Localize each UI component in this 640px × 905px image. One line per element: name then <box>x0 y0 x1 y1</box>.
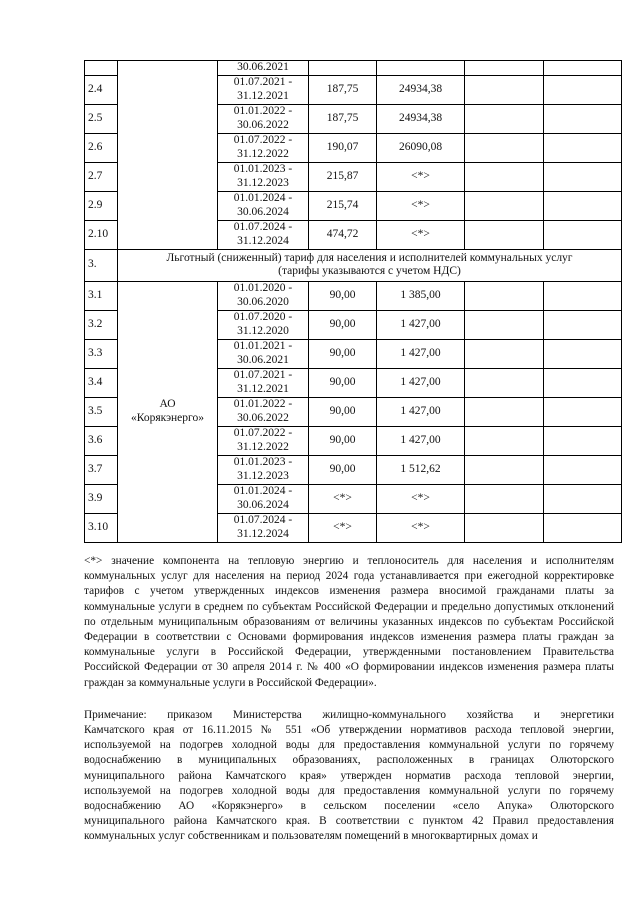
period-start: 01.01.2023 - <box>233 456 293 468</box>
note-line: используемой на подогрев холодной воды для предоставления коммунальной услуги по горячему <box>84 784 614 797</box>
row-number: 3.1 <box>85 281 118 310</box>
empty-cell <box>465 162 544 191</box>
row-number <box>85 61 118 76</box>
section-title-line: (тарифы указываются с учетом НДС) <box>278 265 461 277</box>
tariff-value-1: 90,00 <box>309 455 377 484</box>
period-start: 01.07.2020 - <box>233 311 293 323</box>
section-title <box>118 249 622 281</box>
period-start: 01.07.2024 - <box>233 514 293 526</box>
empty-cell <box>544 133 622 162</box>
note-line: муниципального района Камчатского края. В соответствии с пунктом 42 Правил предоставления <box>84 815 614 828</box>
tariff-value-1: 90,00 <box>309 397 377 426</box>
empty-cell <box>465 426 544 455</box>
tariff-value-1: 90,00 <box>309 310 377 339</box>
period-start: 01.07.2022 - <box>233 427 293 439</box>
tariff-value-2: 1 427,00 <box>377 339 465 368</box>
empty-cell <box>377 61 465 76</box>
period-cell <box>218 162 309 191</box>
period-end: 31.12.2024 <box>237 234 289 247</box>
period-end: 31.12.2022 <box>237 440 289 453</box>
period-start: 01.01.2023 - <box>233 163 293 175</box>
tariff-value-2: 1 427,00 <box>377 426 465 455</box>
organization-cell <box>118 61 218 250</box>
period-end: 30.06.2022 <box>237 118 289 131</box>
period-end: 30.06.2021 <box>237 353 289 366</box>
empty-cell <box>465 513 544 542</box>
period-cell <box>218 220 309 249</box>
row-number: 3.7 <box>85 455 118 484</box>
footnote-line: коммунальных услуг для населения на период 2024 года устанавливается при ежегодной корректировке <box>84 570 614 583</box>
period-cell <box>218 310 309 339</box>
row-number: 2.4 <box>85 75 118 104</box>
tariff-value-1: 187,75 <box>309 104 377 133</box>
note-paragraph <box>84 708 614 845</box>
tariff-value-2: 1 427,00 <box>377 397 465 426</box>
tariff-value-1: 90,00 <box>309 368 377 397</box>
row-number: 3.2 <box>85 310 118 339</box>
tariff-value-1: <*> <box>309 513 377 542</box>
section-row <box>85 249 622 281</box>
empty-cell <box>544 426 622 455</box>
period-start: 01.07.2021 - <box>233 369 293 381</box>
tariff-value-2: <*> <box>377 220 465 249</box>
tariff-value-2: 1 427,00 <box>377 310 465 339</box>
tariff-value-2: 1 427,00 <box>377 368 465 397</box>
row-number: 3.3 <box>85 339 118 368</box>
period-cell <box>218 455 309 484</box>
footnote-line: Российской Федерации от 30 апреля 2014 г. № 400 «О формировании индексов изменения размера платы <box>84 661 614 674</box>
tariff-value-2: 24934,38 <box>377 75 465 104</box>
footnote-line: тарифов с учетом утвержденных индексов изменения размера вносимой гражданами платы за <box>84 585 614 598</box>
period-end: 31.12.2024 <box>237 527 289 540</box>
empty-cell <box>544 61 622 76</box>
empty-cell <box>465 397 544 426</box>
tariff-value-2: <*> <box>377 162 465 191</box>
empty-cell <box>544 455 622 484</box>
tariff-value-1: 90,00 <box>309 281 377 310</box>
empty-cell <box>544 191 622 220</box>
period-start: 01.01.2021 - <box>233 340 293 352</box>
period-cell <box>218 339 309 368</box>
empty-cell <box>544 104 622 133</box>
empty-cell <box>465 339 544 368</box>
empty-cell <box>465 220 544 249</box>
period-cell <box>218 368 309 397</box>
period-end: 30.06.2022 <box>237 411 289 424</box>
period-end: 31.12.2023 <box>237 469 289 482</box>
period-start: 01.07.2022 - <box>233 134 293 146</box>
tariff-value-1: 215,87 <box>309 162 377 191</box>
empty-cell <box>465 484 544 513</box>
footnote-line: Федерации в соответствии с Основами формирования индексов изменения размера платы граждан за <box>84 631 614 644</box>
empty-cell <box>544 162 622 191</box>
note-line: используемой на подогрев холодной воды для предоставления коммунальной услуги по горячему <box>84 739 614 752</box>
period-start: 01.01.2024 - <box>233 192 293 204</box>
period-end: 30.06.2020 <box>237 295 289 308</box>
footnote-line: <*> значение компонента на тепловую энергию и теплоноситель для населения и исполнителям <box>84 555 614 567</box>
empty-cell <box>544 339 622 368</box>
period-start: 01.01.2022 - <box>233 398 293 410</box>
note-line: Примечание: приказом Министерства жилищно-коммунального хозяйства и энергетики <box>84 708 614 721</box>
note-line: водоснабжению АО «Корякэнерго» в сельском поселении «село Апука» Олюторского <box>84 800 614 813</box>
period-cell <box>218 75 309 104</box>
period-start: 01.01.2022 - <box>233 105 293 117</box>
footnote-line: граждан за коммунальные услуги в Российской Федерации». <box>84 676 377 689</box>
empty-cell <box>544 513 622 542</box>
footnote <box>84 554 614 691</box>
row-number: 2.9 <box>85 191 118 220</box>
footnote-line: коммунальные услуги в среднем по субъектам Российской Федерации и предельно допустимых отклонений <box>84 600 614 613</box>
note-line: водоснабжению в муниципальных образованиях, расположенных в границах Олюторского <box>84 754 614 767</box>
empty-cell <box>465 61 544 76</box>
tariff-value-2: 24934,38 <box>377 104 465 133</box>
section-title-line: Льготный (сниженный) тариф для населения и исполнителей коммунальных услуг <box>166 251 573 264</box>
row-number: 2.10 <box>85 220 118 249</box>
period-end: 31.12.2020 <box>237 324 289 337</box>
period-cell <box>218 513 309 542</box>
period-end: 30.06.2024 <box>237 498 289 511</box>
empty-cell <box>465 310 544 339</box>
row-number: 3.9 <box>85 484 118 513</box>
period-end: 31.12.2021 <box>237 382 289 395</box>
empty-cell <box>465 75 544 104</box>
footnote-line: по отдельным муниципальным образованиям от величины указанных индексов по субъектам Российской <box>84 615 614 628</box>
tariff-value-2: 1 385,00 <box>377 281 465 310</box>
tariff-value-2: 26090,08 <box>377 133 465 162</box>
period-start: 01.01.2024 - <box>233 485 293 497</box>
period-start: 01.01.2020 - <box>233 282 293 294</box>
tariff-value-1: 190,07 <box>309 133 377 162</box>
empty-cell <box>465 455 544 484</box>
row-number: 2.7 <box>85 162 118 191</box>
period-end: 30.06.2024 <box>237 205 289 218</box>
period-cell <box>218 397 309 426</box>
tariff-value-1: 90,00 <box>309 426 377 455</box>
empty-cell <box>544 397 622 426</box>
note-line: Камчатского края от 16.11.2015 № 551 «Об утверждении нормативов расхода тепловой энергии, <box>84 724 614 737</box>
tariff-value-2: 1 512,62 <box>377 455 465 484</box>
tariff-value-1: 187,75 <box>309 75 377 104</box>
empty-cell <box>465 368 544 397</box>
period-cell <box>218 281 309 310</box>
empty-cell <box>544 220 622 249</box>
empty-cell <box>465 281 544 310</box>
row-number: 3.5 <box>85 397 118 426</box>
period-cell <box>218 426 309 455</box>
notes-block <box>84 554 614 845</box>
tariff-table <box>84 60 622 543</box>
period-cell <box>218 133 309 162</box>
empty-cell <box>544 75 622 104</box>
organization-name: «Корякэнерго» <box>131 411 204 424</box>
empty-cell <box>465 191 544 220</box>
tariff-value-1: <*> <box>309 484 377 513</box>
period-cell <box>218 104 309 133</box>
empty-cell <box>544 281 622 310</box>
row-number: 3.4 <box>85 368 118 397</box>
period-start: 01.07.2024 - <box>233 221 293 233</box>
footnote-line: коммунальные услуги в Российской Федерации, утвержденными постановлением Правительства <box>84 646 614 659</box>
row-number: 3.10 <box>85 513 118 542</box>
table-row <box>85 61 622 76</box>
organization-cell <box>118 281 218 542</box>
period-start: 01.07.2021 - <box>233 76 293 88</box>
empty-cell <box>309 61 377 76</box>
empty-cell <box>544 484 622 513</box>
note-line: муниципального района Камчатского края» утвержден норматив расхода тепловой энергии, <box>84 769 614 782</box>
period-end: 31.12.2021 <box>237 89 289 102</box>
empty-cell <box>465 133 544 162</box>
organization-name: АО <box>159 398 176 410</box>
empty-cell <box>544 310 622 339</box>
period-end: 31.12.2022 <box>237 147 289 160</box>
period-cell <box>218 191 309 220</box>
note-line: коммунальных услуг собственникам и пользователям помещений в многоквартирных домах и <box>84 830 538 843</box>
tariff-value-2: <*> <box>377 484 465 513</box>
row-number: 3.6 <box>85 426 118 455</box>
period-cell <box>218 484 309 513</box>
table-row <box>85 281 622 310</box>
empty-cell <box>465 104 544 133</box>
period-cell: 30.06.2021 <box>218 61 309 76</box>
row-number: 2.5 <box>85 104 118 133</box>
period-end: 31.12.2023 <box>237 176 289 189</box>
tariff-value-2: <*> <box>377 513 465 542</box>
tariff-value-2: <*> <box>377 191 465 220</box>
empty-cell <box>544 368 622 397</box>
tariff-value-1: 215,74 <box>309 191 377 220</box>
tariff-value-1: 474,72 <box>309 220 377 249</box>
tariff-value-1: 90,00 <box>309 339 377 368</box>
section-number: 3. <box>85 249 118 281</box>
row-number: 2.6 <box>85 133 118 162</box>
